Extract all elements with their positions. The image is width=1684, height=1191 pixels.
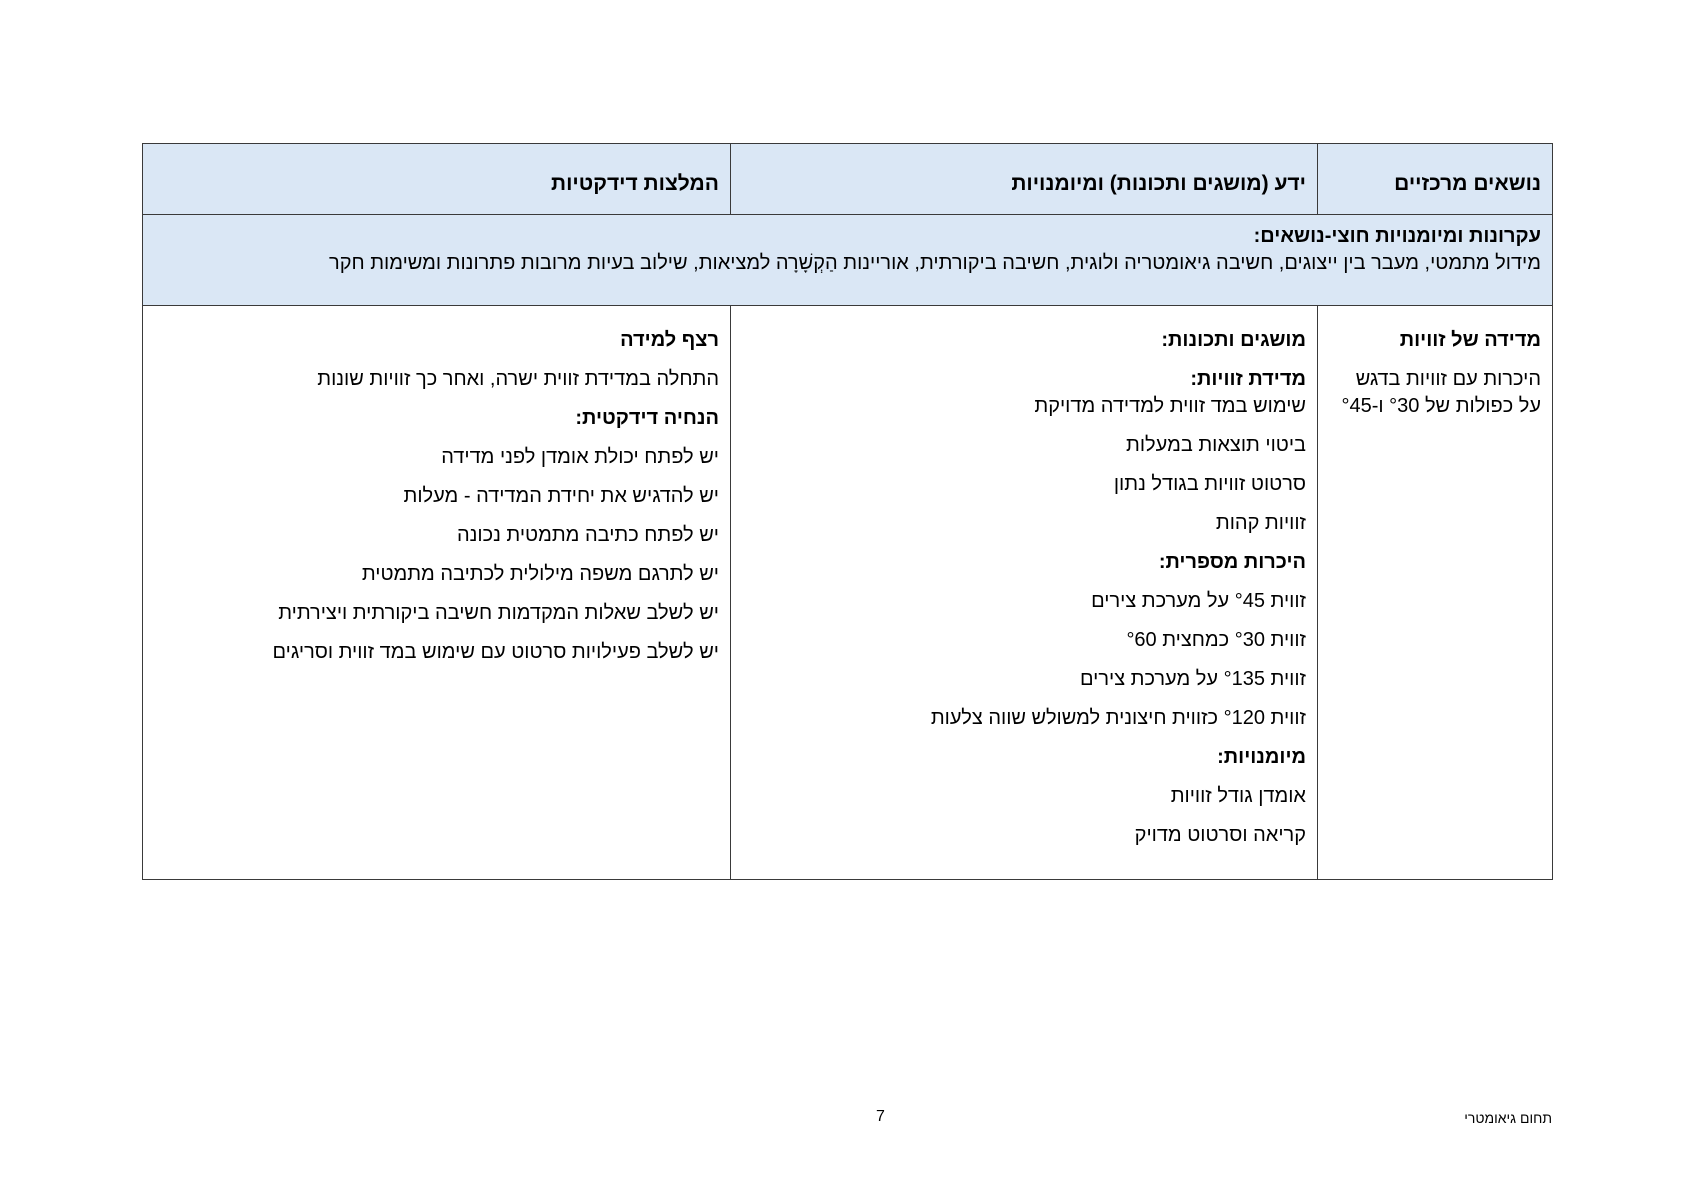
- list-item: יש לפתח כתיבה מתמטית נכונה: [456, 524, 719, 546]
- header-didactic: המלצות דידקטיות: [143, 144, 731, 215]
- list-item: יש לפתח יכולת אומדן לפני מדידה: [441, 446, 719, 468]
- list-item: אומדן גודל זוויות: [1170, 785, 1306, 807]
- list-item: יש לשלב פעילויות סרטוט עם שימוש במד זווית וסריגים: [272, 641, 719, 663]
- topic-description: היכרות עם זוויות בדגש על כפולות של °30 ו-°45: [1341, 368, 1541, 417]
- list-item: ביטוי תוצאות במעלות: [1126, 434, 1306, 456]
- list-item: יש להדגיש את יחידת המדידה - מעלות: [403, 485, 719, 507]
- didactic-cell: [143, 306, 731, 880]
- list-item: קריאה וסרטוט מדויק: [1134, 824, 1306, 846]
- list-item: סרטוט זוויות בגודל נתון: [1113, 473, 1306, 495]
- list-item: יש לתרגם משפה מילולית לכתיבה מתמטית: [361, 563, 719, 585]
- list-item: זווית °120 כזווית חיצונית למשולש שווה צלעות: [930, 707, 1306, 729]
- sequence-text: התחלה במדידת זווית ישרה, ואחר כך זוויות שונות: [317, 368, 719, 390]
- list-item: שימוש במד זווית למדידה מדויקת: [1034, 395, 1306, 417]
- list-item: זוויות קהות: [1215, 512, 1306, 534]
- cross-topic-row: [143, 215, 1553, 306]
- curriculum-table: [142, 143, 1553, 880]
- page-number: 7: [876, 1108, 885, 1125]
- skills-title: מיומנויות:: [1217, 746, 1306, 768]
- knowledge-cell: [731, 306, 1318, 880]
- list-item: יש לשלב שאלות המקדמות חשיבה ביקורתית ויצירתית: [278, 602, 719, 624]
- list-item: זווית °30 כמחצית °60: [1126, 629, 1306, 651]
- header-topics: נושאים מרכזיים: [1318, 144, 1553, 215]
- list-item: זווית °45 על מערכת צירים: [1091, 590, 1306, 612]
- cross-topic-cell: [143, 215, 1553, 306]
- guidance-title: הנחיה דידקטית:: [575, 407, 719, 429]
- cross-topic-text: מידול מתמטי, מעבר בין ייצוגים, חשיבה גיאומטריה ולוגית, חשיבה ביקורתית, אוריינות הַקְשָׁרָה למציאות, שילוב בעיות מרובות פתרונות ומשימות חקר: [329, 252, 1541, 274]
- concepts-title: מושגים ותכונות:: [1161, 329, 1306, 351]
- sequence-title: רצף למידה: [620, 329, 719, 351]
- topic-title: מדידה של זוויות: [1399, 329, 1541, 351]
- topics-cell: [1318, 306, 1553, 880]
- header-knowledge: ידע (מושגים ותכונות) ומיומנויות: [731, 144, 1318, 215]
- footer-section-label: תחום גיאומטרי: [1464, 1110, 1552, 1126]
- content-row: [143, 306, 1553, 880]
- header-row: [143, 144, 1553, 215]
- numeric-title: היכרות מספרית:: [1158, 551, 1306, 573]
- list-item: זווית °135 על מערכת צירים: [1079, 668, 1306, 690]
- measure-title: מדידת זוויות:: [1190, 368, 1306, 390]
- cross-topic-title: עקרונות ומיומנויות חוצי-נושאים:: [1253, 225, 1541, 247]
